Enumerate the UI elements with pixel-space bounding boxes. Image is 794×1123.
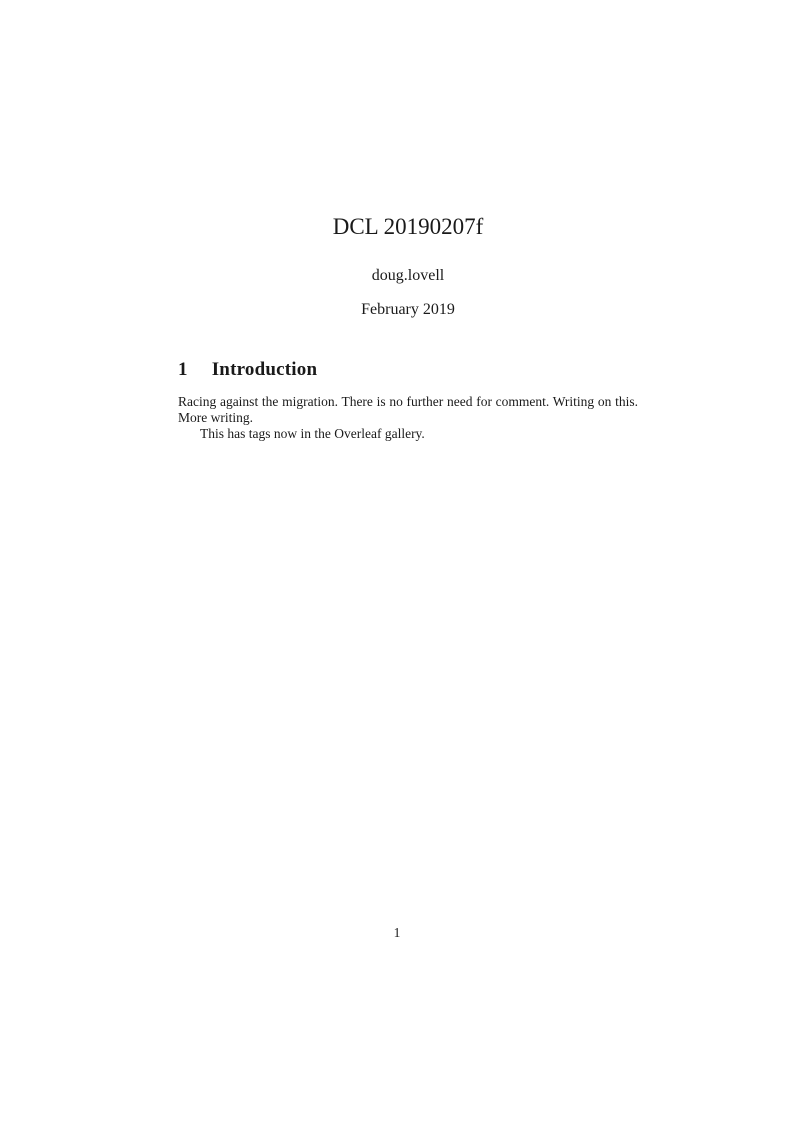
text-column <box>178 0 638 443</box>
paragraph: This has tags now in the Overleaf gallery. <box>200 426 425 442</box>
author: doug.lovell <box>371 266 445 284</box>
section-heading <box>178 359 638 381</box>
paragraph: Racing against the migration. There is no further need for comment. Writing on this. More writing. <box>178 393 638 426</box>
page-title: DCL 20190207f <box>332 214 484 239</box>
date: February 2019 <box>361 300 455 318</box>
body-text <box>178 394 638 443</box>
page-number: 1 <box>393 925 401 940</box>
section-number: 1 <box>178 358 188 380</box>
section-title: Introduction <box>211 358 318 380</box>
